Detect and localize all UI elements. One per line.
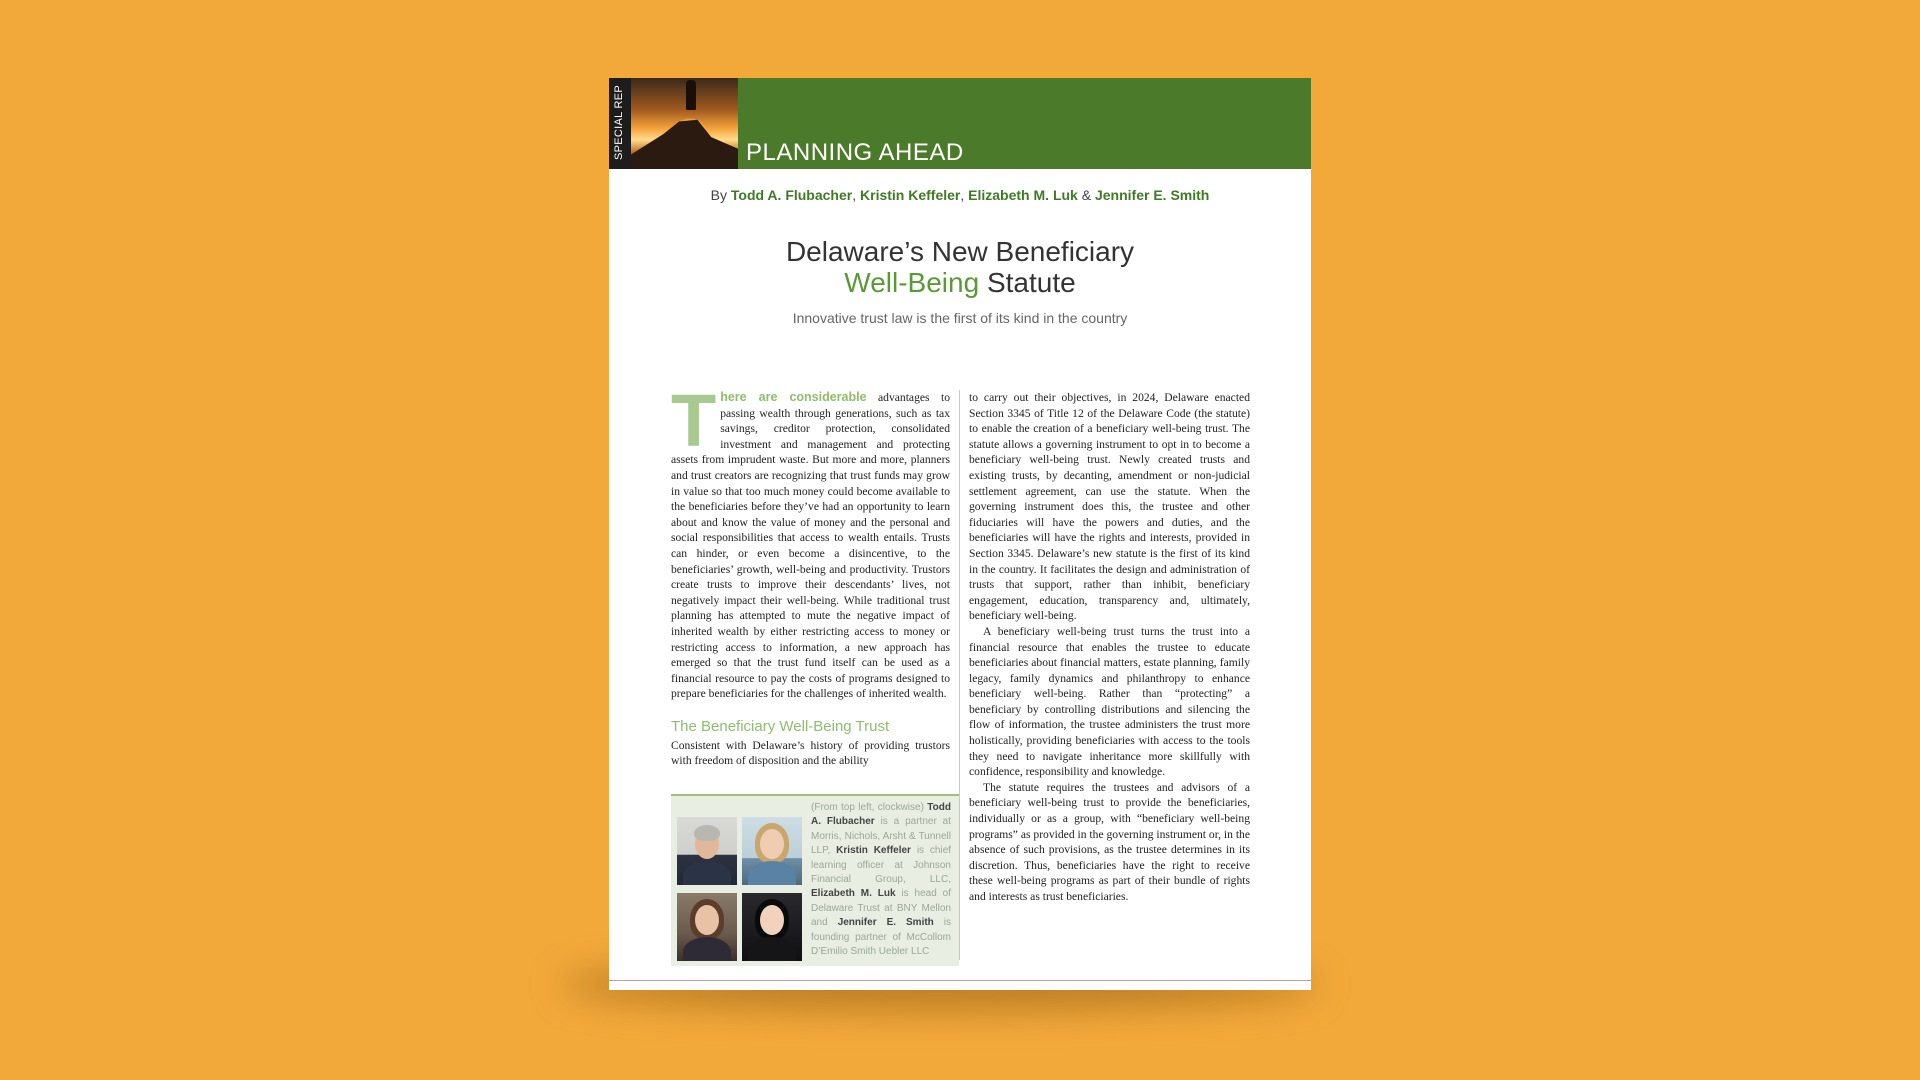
section-heading: The Beneficiary Well-Being Trust [671, 717, 890, 735]
column-divider [959, 390, 960, 960]
drop-cap: T [671, 379, 717, 462]
body-paragraph: The statute requires the trustees and advisors of a beneficiary well-being trust to provide the beneficiaries, individually or as a group, with “beneficiary well-being programs” as provided in the governing instrument or, in the absence of such provisions, as the trustee determines in its discretion. Thus, beneficiaries have the right to receive these well-being programs as part of their bundle of rights and interests as trust beneficiaries. [969, 780, 1250, 903]
bio-text: (From top left, clockwise) Todd A. Flubacher is a partner at Morris, Nichols, Arsht & Tunnell LLP, Kristin Keffeler is chief learning officer at Johnson Financial Group, LLC, Elizabeth M. Luk is head of Delaware Trust at BNY Mellon and Jennifer E. Smith is founding partner of McCollom D’Emilio Smith Uebler LLC [811, 802, 952, 958]
author-name: Elizabeth M. Luk [968, 187, 1078, 203]
byline-prefix: By [710, 187, 727, 203]
headline-rest: Statute [986, 267, 1076, 298]
article-column-left [671, 379, 951, 769]
bio-name: Jennifer E. Smith [837, 917, 934, 929]
author-name: Jennifer E. Smith [1094, 187, 1210, 203]
byline: By Todd A. Flubacher, Kristin Keffeler, Elizabeth M. Luk & Jennifer E. Smith [710, 187, 1210, 203]
special-report-label: SPECIAL REP [613, 84, 625, 160]
article-headline [609, 236, 1311, 298]
portrait-todd-flubacher [677, 817, 737, 885]
article-subhead: Innovative trust law is the first of its kind in the country [792, 310, 1128, 326]
portrait-jennifer-smith [742, 893, 802, 961]
body-paragraph: There are considerable advantages to passing wealth through generations, such as tax savings, creditor protection, consolidated investment and management and protecting assets from imprudent waste. But more and more, planners and trust creators are recognizing that trust funds may grow in value so that too much money could become available to the beneficiaries before they’ve had an opportunity to learn about and know the value of money and the personal and social responsibilities that access to wealth entails. Trusts can hinder, or even become a disincentive, to the beneficiaries’ growth, well-being and productivity. Trustors create trusts to improve their descendants’ lives, not negatively impact their well-being. While traditional trust planning has attempted to mute the negative impact of inherited wealth by either restricting access to money or restricting access to information, a new approach has emerged so that the trust fund itself can be used as a financial resource to pay the costs of programs designed to prepare beneficiaries for the challenges of inherited wealth. [671, 379, 951, 701]
person-silhouette [686, 80, 696, 110]
author-name: Kristin Keffeler [860, 187, 961, 203]
magazine-page [609, 78, 1311, 990]
body-paragraph: A beneficiary well-being trust turns the trust into a financial resource that enables the trustee to educate beneficiaries about financial matters, estate planning, family legacy, family dynamics and philanthropy to enhance beneficiary well-being. Rather than “protecting” a beneficiary by controlling distributions and silencing the flow of information, the trustee administers the trust more holistically, providing beneficiaries with access to the tools they need to navigate inheritance more skillfully with confidence, responsibility and knowledge. [969, 624, 1250, 779]
section-banner [609, 78, 1311, 169]
section-title: PLANNING AHEAD [746, 139, 964, 166]
bio-name: Elizabeth M. Luk [811, 888, 896, 900]
portrait-elizabeth-luk [677, 893, 737, 961]
headline-line2 [609, 267, 1311, 298]
lead-in: here are considerable [720, 390, 867, 404]
headline-highlight: Well-Being [844, 267, 980, 298]
bottom-rule [609, 980, 1311, 981]
portrait-kristin-keffeler [742, 817, 802, 885]
author-name: Todd A. Flubacher [730, 187, 853, 203]
author-bio-box [671, 794, 959, 966]
special-report-tab [609, 78, 631, 169]
bio-name: Todd A. Flubacher [811, 802, 951, 828]
headline-line1: Delaware’s New Beneficiary [785, 236, 1135, 267]
body-paragraph: Consistent with Delaware’s history of providing trustors with freedom of disposition and the ability [671, 738, 950, 768]
body-paragraph: to carry out their objectives, in 2024, Delaware enacted Section 3345 of Title 12 of the Delaware Code (the statute) to enable the creation of a beneficiary well-being trust. The statute allows a governing instrument to opt in to become a beneficiary well-being trust. Newly created trusts and existing trusts, by decanting, amendment or non-judicial settlement agreement, can use the statute. When the governing instrument does this, the trustee and other fiduciaries will have the powers and duties, and the beneficiaries will have the rights and interests, provided in Section 3345. Delaware’s new statute is the first of its kind in the country. It facilitates the design and administration of trusts that support, rather than inhibit, beneficiary engagement, education, transparency and, ultimately, beneficiary well-being. [969, 391, 1250, 623]
bio-name: Kristin Keffeler [836, 845, 911, 857]
mountain-summit-photo [631, 78, 738, 169]
article-column-right [969, 390, 1250, 905]
